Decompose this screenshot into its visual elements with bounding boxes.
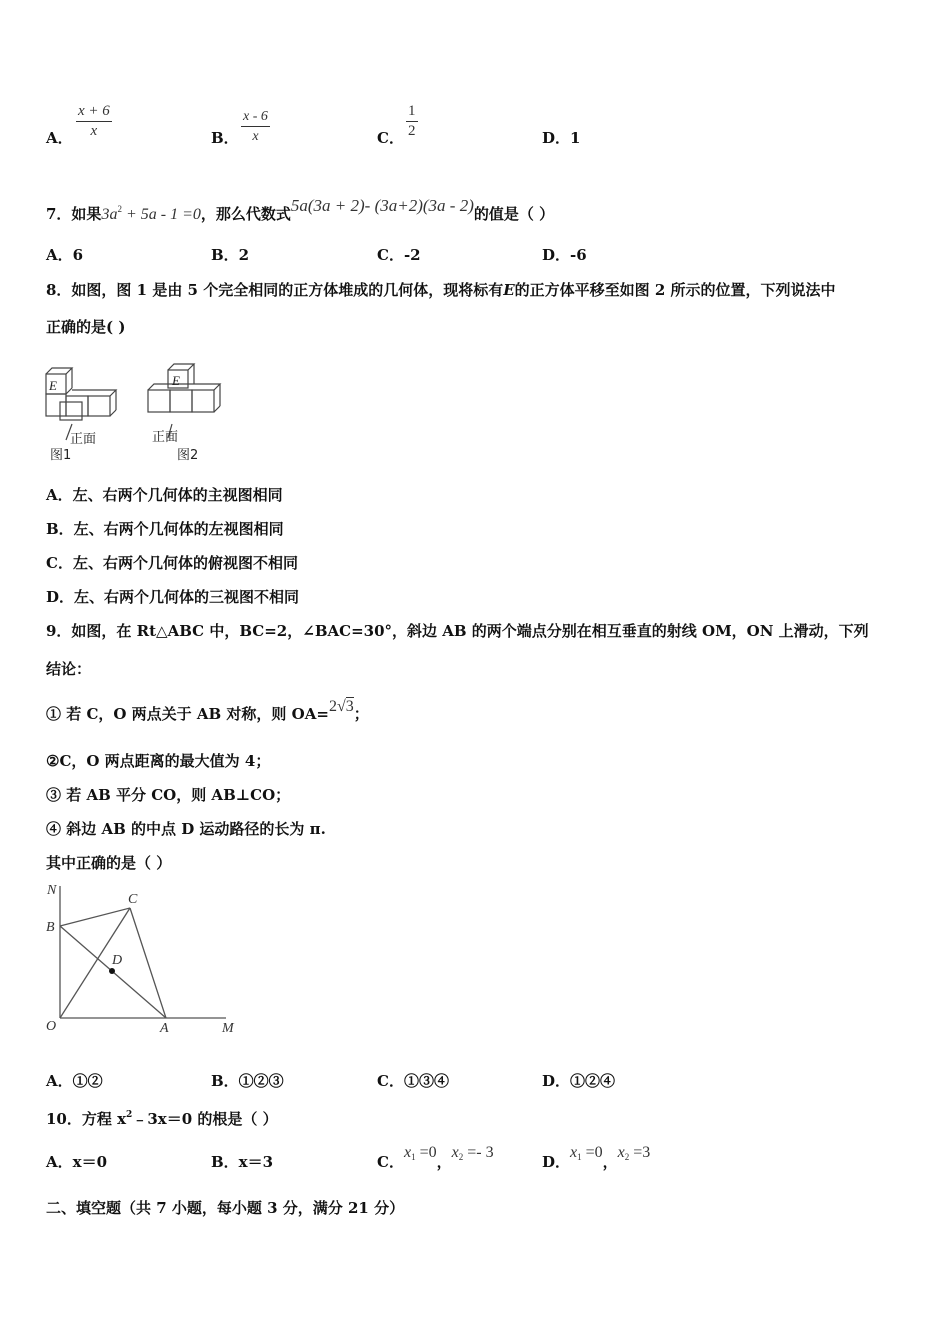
q6-option-a-label: A． (46, 129, 73, 147)
q10-d-x1: x (570, 1144, 578, 1161)
q6-b-numerator: x - 6 (241, 107, 270, 127)
q10-stem-exponent: 2 (126, 1110, 133, 1120)
q10-c-x2: x (451, 1144, 459, 1161)
q6-option-c-fraction (406, 102, 418, 141)
q8-figure-2 (148, 364, 220, 438)
q9-stem-line1: 9．如图，在 Rt△ABC 中，BC=2，∠BAC=30°，斜边 AB 的两个端点分别在相互垂直的射线 OM，ON 上滑动，下列 (46, 622, 869, 640)
q7-option-a: A．6 (46, 246, 84, 264)
q8-option-a: A．左、右两个几何体的主视图相同 (46, 486, 283, 504)
q8-option-d: D．左、右两个几何体的三视图不相同 (46, 588, 300, 606)
q7-suffix: 的值是（ ） (473, 205, 555, 223)
q10-d-x1-sub: 1 (577, 1152, 582, 1162)
q7-eq-exponent: 2 (117, 204, 122, 214)
q10-stem (46, 1105, 278, 1129)
q9-stem-line2: 结论： (46, 660, 92, 678)
q9-option-d: D．①②④ (542, 1072, 616, 1090)
q10-c-comma: ， (436, 1153, 452, 1171)
q9-segment-ca (130, 908, 166, 1018)
q7-eq-part-b: + 5a - 1 =0 (121, 206, 201, 223)
q8-option-c: C．左、右两个几何体的俯视图不相同 (46, 554, 298, 572)
q9-label-a: A (160, 1021, 169, 1036)
q6-c-denominator: 2 (408, 123, 416, 139)
q8-figure (44, 360, 230, 464)
q10-c-x2-sub: 2 (458, 1152, 464, 1162)
q10-d-math (570, 1142, 603, 1161)
q8-fig1-e-text: E (49, 378, 57, 393)
q6-a-denominator: x (90, 123, 98, 139)
q10-option-d (542, 1144, 651, 1177)
q7-expression: 5a(3a + 2)- (3a+2)(3a - 2) (290, 196, 474, 215)
q9-label-m: M (222, 1021, 234, 1036)
q9-option-b: B．①②③ (211, 1072, 284, 1090)
q8-fig1-front-label: 正面 (70, 432, 97, 447)
q10-c-math-2 (452, 1142, 494, 1161)
q9-c1-value (329, 698, 354, 715)
q10-stem-a: 10．方程 x (46, 1110, 127, 1128)
q10-option-c (377, 1144, 494, 1177)
q10-c-label: C． (377, 1153, 404, 1171)
q10-option-a: A．x＝0 (46, 1153, 108, 1171)
q7-option-c: C．-2 (377, 246, 421, 264)
q10-d-x2-sub: 2 (624, 1152, 630, 1162)
q8-e-label: E (503, 281, 515, 299)
q8-line1-a: 8．如图，图 1 是由 5 个完全相同的正方体堆成的几何体，现将标有 (46, 281, 504, 299)
q10-d-comma: ， (602, 1153, 618, 1171)
q9-option-c: C．①③④ (377, 1072, 449, 1090)
q6-option-a-fraction (76, 102, 112, 141)
q9-label-n: N (47, 883, 57, 898)
q7-option-d: D．-6 (542, 246, 587, 264)
q9-point-d (109, 968, 115, 974)
q6-a-numerator: x + 6 (76, 102, 112, 122)
q9-label-b: B (46, 920, 55, 935)
q9-figure (44, 880, 244, 1038)
q9-option-a: A．①② (46, 1072, 103, 1090)
q6-option-b-label: B． (211, 129, 239, 147)
q7-option-b: B．2 (211, 246, 250, 264)
q9-conclusion-2: ②C，O 两点距离的最大值为 4； (46, 752, 271, 770)
q8-stem-line2: 正确的是( ) (46, 318, 126, 336)
q9-conclusion-4: ④ 斜边 AB 的中点 D 运动路径的长为 π. (46, 820, 326, 838)
q6-b-denominator: x (252, 129, 259, 144)
q9-c1-radicand: 3 (345, 698, 354, 715)
q10-c-x1-val: =0 (415, 1144, 437, 1161)
q10-d-x2: x (617, 1144, 625, 1161)
q9-question: 其中正确的是（ ） (46, 854, 172, 872)
q7-middle: ，那么代数式 (200, 205, 291, 223)
q8-fig1-caption: 图1 (50, 448, 72, 463)
section-2-heading: 二、填空题（共 7 小题，每小题 3 分，满分 21 分） (46, 1199, 405, 1217)
q9-label-c: C (128, 892, 138, 907)
q6-c-numerator: 1 (406, 102, 418, 122)
q9-conclusion-3: ③ 若 AB 平分 CO，则 AB⊥CO； (46, 786, 291, 804)
q10-option-b: B．x＝3 (211, 1153, 274, 1171)
q10-d-x2-val: =3 (629, 1144, 651, 1161)
sqrt-icon: √ (336, 698, 346, 715)
q10-c-x1-sub: 1 (411, 1152, 416, 1162)
q6-option-b-fraction (241, 107, 270, 146)
q10-d-x1-val: =0 (581, 1144, 603, 1161)
q7-stem (46, 196, 555, 225)
q10-c-x1: x (403, 1144, 412, 1161)
q9-label-o: O (46, 1019, 57, 1034)
q10-d-math-2 (618, 1142, 651, 1161)
q8-line1-b: 的正方体平移至如图 2 所示的位置，下列说法中 (514, 281, 836, 299)
q8-fig2-front-label: 正面 (152, 430, 179, 445)
q10-stem-b: ﹣3x＝0 的根是（ ） (132, 1110, 278, 1128)
q8-stem-line1 (46, 280, 836, 300)
q9-label-d: D (112, 953, 123, 968)
q10-c-math (404, 1142, 437, 1161)
q9-conclusion-1 (46, 698, 369, 725)
q8-option-b: B．左、右两个几何体的左视图相同 (46, 520, 284, 538)
q10-c-x2-val: =- 3 (463, 1144, 494, 1161)
q10-d-label: D． (542, 1153, 571, 1171)
q7-eq-part-a: 3a (101, 206, 118, 223)
q7-prefix: 7．如果 (46, 205, 102, 223)
q8-fig2-caption: 图2 (177, 448, 199, 463)
q8-fig2-e-text: E (172, 373, 180, 388)
q9-c1-prefix: ① 若 C，O 两点关于 AB 对称，则 OA= (46, 705, 329, 723)
q6-option-c-label: C． (377, 129, 404, 147)
q6-option-d: D．1 (542, 129, 581, 147)
q9-c1-suffix: ； (353, 705, 369, 723)
q9-c1-coef: 2 (328, 698, 337, 715)
